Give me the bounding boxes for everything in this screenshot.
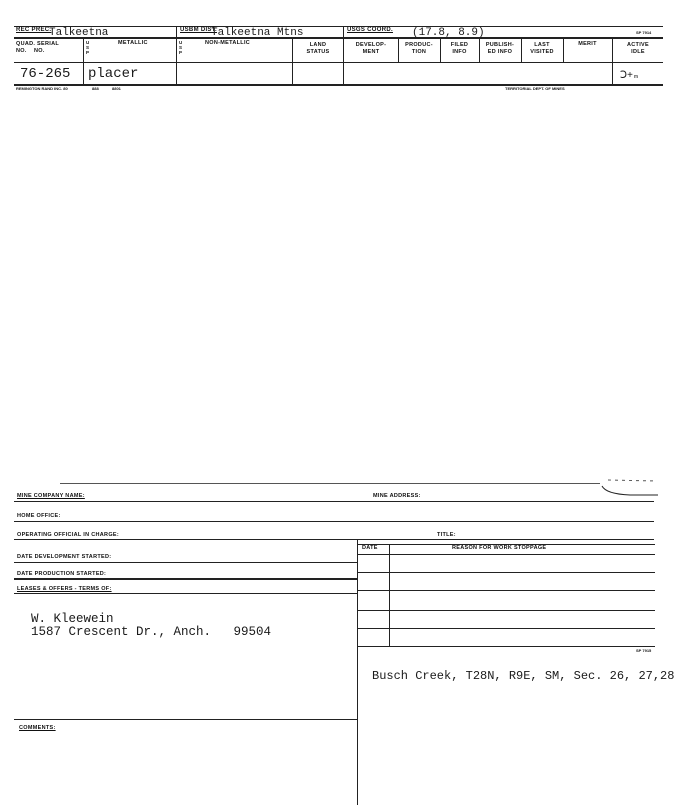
published-info-header: PUBLISH- ED INFO	[485, 42, 515, 55]
development-header: DEVELOP- MENT	[355, 42, 387, 55]
rule-company	[14, 501, 654, 502]
date-development-label: DATE DEVELOPMENT STARTED:	[17, 554, 112, 560]
quad-serial-value: 76-265	[20, 66, 71, 82]
operating-official-label: OPERATING OFFICIAL IN CHARGE:	[17, 532, 119, 538]
production-header: PRODUC- TION	[405, 42, 433, 55]
metallic-header: METALLIC	[118, 40, 148, 46]
date-production-label: DATE PRODUCTION STARTED:	[17, 571, 107, 577]
rec-prec-value: Talkeetna	[49, 27, 109, 39]
top-card-rule-3	[14, 62, 663, 63]
usbm-dist-label: USBM DIST.	[180, 27, 218, 33]
top-card-rule-1	[14, 26, 663, 27]
active-idle-mark: Ↄ+ₘ	[620, 71, 640, 82]
bottom-form-number: SP 7915	[636, 648, 652, 653]
title-label: TITLE:	[437, 532, 456, 538]
comments-label: COMMENTS:	[19, 725, 56, 731]
top-footer-code-2: 8801	[112, 86, 121, 91]
rule-official	[14, 539, 654, 540]
col-divider	[83, 37, 84, 84]
top-footer-printer: REMINGTON RAND INC. 80	[16, 86, 68, 91]
leases-label: LEASES & OFFERS - TERMS OF:	[17, 586, 112, 592]
rule-stoppage-1	[357, 572, 655, 573]
usgs-coord-value: (17.8, 8.9)	[412, 27, 485, 39]
last-visited-header: LAST VISITED	[530, 42, 554, 55]
top-form-number: SP 7914	[636, 30, 652, 35]
date-header: DATE	[362, 545, 378, 551]
top-card-rule-2	[14, 37, 663, 39]
center-divider	[357, 539, 358, 805]
rule-stoppage-2	[357, 590, 655, 591]
usp-header: U S P	[86, 40, 90, 56]
usgs-coord-label: USGS COORD.	[347, 27, 393, 33]
col-divider	[292, 37, 293, 84]
usbm-dist-value: Talkeetna Mtns	[211, 27, 304, 39]
date-column-divider	[389, 544, 390, 646]
rule-home	[14, 521, 654, 522]
rule-dev	[14, 562, 357, 563]
usp-header-2: U S P	[179, 40, 183, 56]
col-divider	[343, 26, 344, 84]
land-status-header: LAND STATUS	[306, 42, 330, 55]
rule-date-header-bottom	[357, 554, 655, 555]
rule-comments	[14, 719, 357, 720]
metallic-value: placer	[88, 66, 139, 82]
non-metallic-header: NON-METALLIC	[205, 40, 251, 46]
rule-stoppage-5	[357, 646, 655, 647]
mine-company-label: MINE COMPANY NAME:	[17, 493, 85, 499]
rule-stoppage-3	[357, 610, 655, 611]
rule-prod	[14, 578, 357, 580]
top-footer-code-1: 888	[92, 86, 99, 91]
home-office-label: HOME OFFICE:	[17, 513, 61, 519]
active-idle-header: ACTIVE IDLE	[627, 42, 649, 55]
rule-stoppage-4	[357, 628, 655, 629]
rec-prec-label: REC PREC.	[16, 27, 52, 33]
col-divider	[612, 37, 613, 84]
bottom-card-top-edge	[60, 483, 600, 484]
leases-name: W. Kleewein	[31, 612, 114, 626]
card-corner-curl	[600, 478, 660, 500]
quad-serial-header: QUAD. SERIAL NO. NO.	[16, 41, 60, 54]
merit-header: MERIT	[578, 41, 597, 47]
rule-leases	[14, 593, 357, 594]
top-footer-dept: TERRITORIAL DEPT. OF MINES	[505, 86, 565, 91]
col-divider	[176, 26, 177, 84]
filed-info-header: FILED INFO	[450, 42, 469, 55]
location-text: Busch Creek, T28N, R9E, SM, Sec. 26, 27,28	[372, 669, 675, 683]
col-divider	[563, 37, 564, 62]
reason-header: REASON FOR WORK STOPPAGE	[452, 545, 547, 551]
leases-address: 1587 Crescent Dr., Anch. 99504	[31, 625, 272, 639]
mine-address-label: MINE ADDRESS:	[373, 493, 421, 499]
